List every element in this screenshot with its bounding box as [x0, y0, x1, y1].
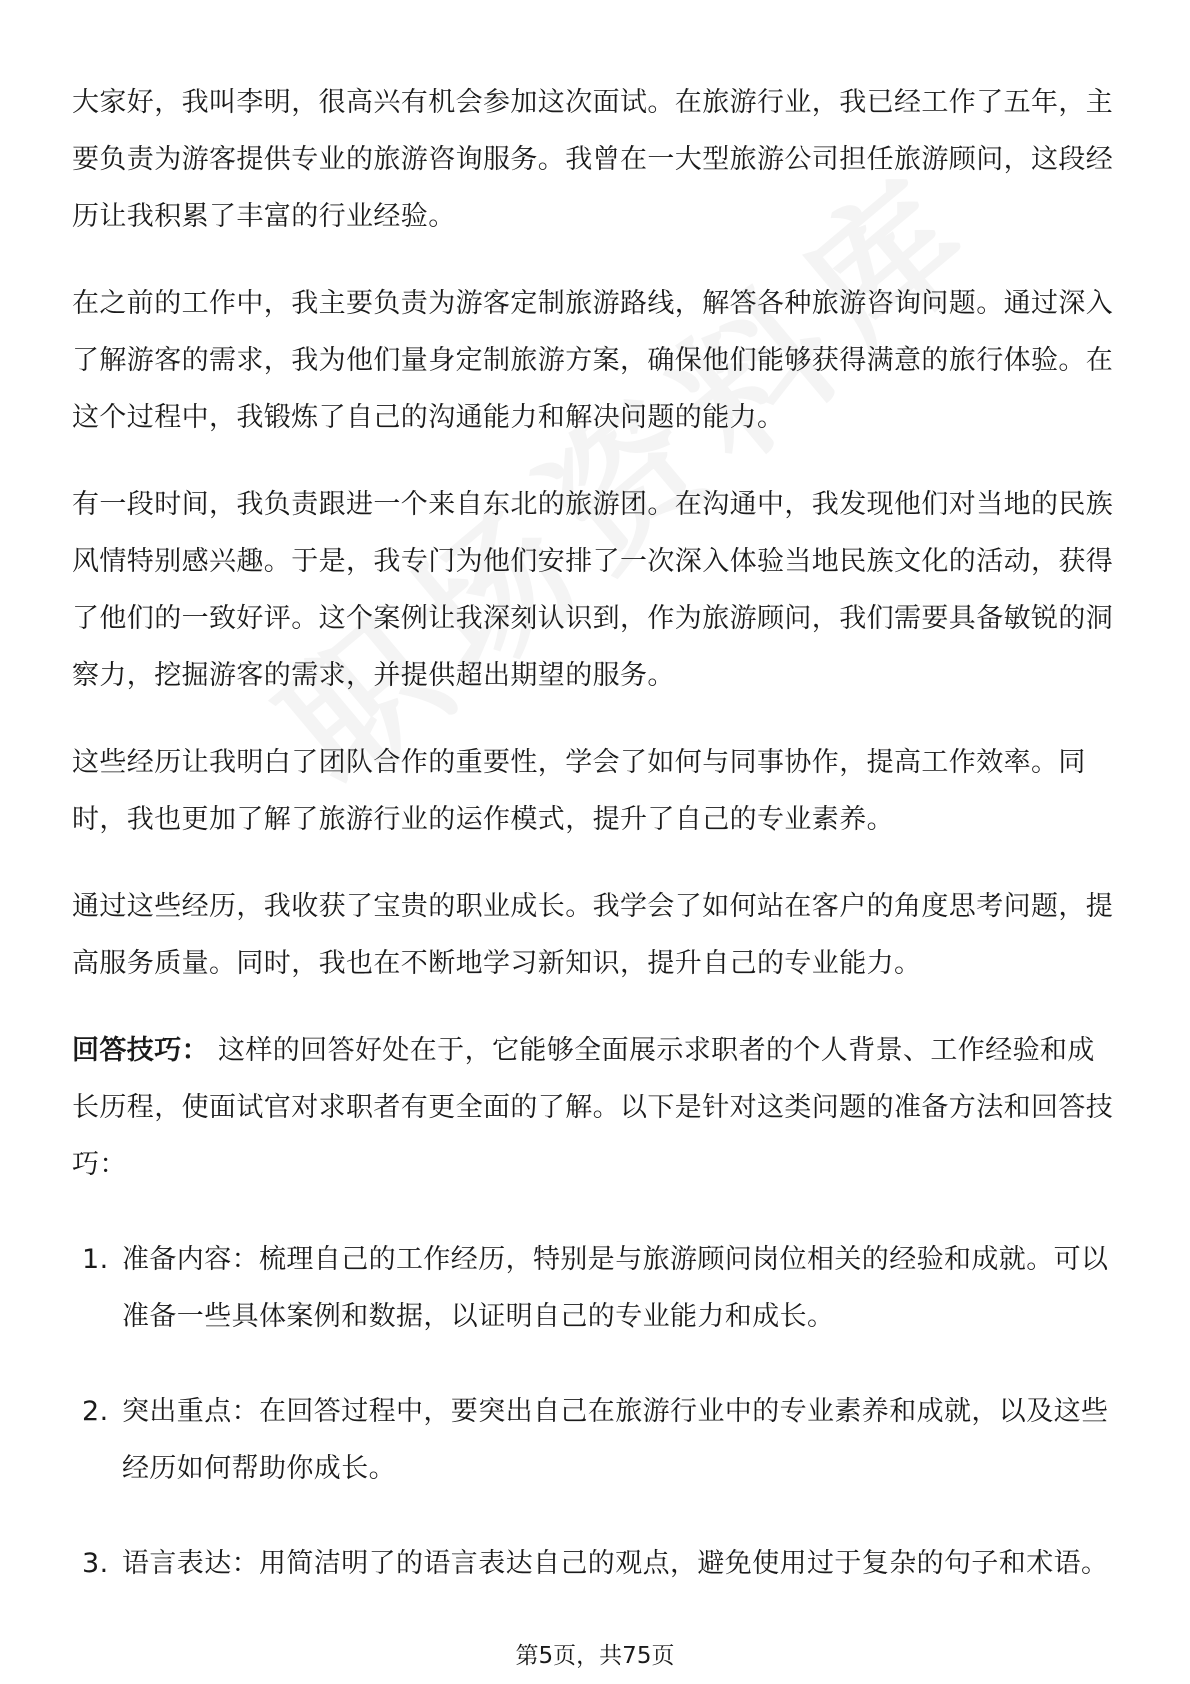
- paragraph-intro: 大家好，我叫李明，很高兴有机会参加这次面试。在旅游行业，我已经工作了五年，主要负责为游客提供专业的旅游咨询服务。我曾在一大型旅游公司担任旅游顾问，这段经历让我积累了丰富的行业经验。: [72, 87, 1114, 232]
- list-item-text: 突出重点：在回答过程中，要突出自己在旅游行业中的专业素养和成就，以及这些经历如何帮助你成长。: [122, 1396, 1109, 1484]
- list-item-text: 语言表达：用简洁明了的语言表达自己的观点，避免使用过于复杂的句子和术语。: [122, 1548, 1109, 1579]
- paragraph-previous-work: 在之前的工作中，我主要负责为游客定制旅游路线，解答各种旅游咨询问题。通过深入了解游客的需求，我为他们量身定制旅游方案，确保他们能够获得满意的旅行体验。在这个过程中，我锻炼了自己的沟通能力和解决问题的能力。: [72, 288, 1114, 433]
- document-body: [72, 74, 1122, 1630]
- paragraph-growth: 通过这些经历，我收获了宝贵的职业成长。我学会了如何站在客户的角度思考问题，提高服务质量。同时，我也在不断地学习新知识，提升自己的专业能力。: [72, 891, 1114, 979]
- list-item: [72, 1535, 1122, 1592]
- tips-label: 回答技巧：: [72, 1035, 209, 1066]
- paragraph-teamwork: 这些经历让我明白了团队合作的重要性，学会了如何与同事协作，提高工作效率。同时，我也更加了解了旅游行业的运作模式，提升了自己的专业素养。: [72, 747, 1086, 835]
- list-number: 1.: [82, 1244, 109, 1275]
- list-item: [72, 1383, 1122, 1497]
- tips-paragraph: [72, 1022, 1122, 1193]
- tips-list: [72, 1231, 1122, 1592]
- list-number: 3.: [82, 1548, 109, 1579]
- list-item-text: 准备内容：梳理自己的工作经历，特别是与旅游顾问岗位相关的经验和成就。可以准备一些具体案例和数据，以证明自己的专业能力和成长。: [122, 1244, 1109, 1332]
- paragraph-case-study: 有一段时间，我负责跟进一个来自东北的旅游团。在沟通中，我发现他们对当地的民族风情特别感兴趣。于是，我专门为他们安排了一次深入体验当地民族文化的活动，获得了他们的一致好评。这个案例让我深刻认识到，作为旅游顾问，我们需要具备敏锐的洞察力，挖掘游客的需求，并提供超出期望的服务。: [72, 489, 1114, 691]
- list-item: [72, 1231, 1122, 1345]
- list-number: 2.: [82, 1396, 109, 1427]
- tips-text: 这样的回答好处在于，它能够全面展示求职者的个人背景、工作经验和成长历程，使面试官对求职者有更全面的了解。以下是针对这类问题的准备方法和回答技巧：: [72, 1035, 1114, 1180]
- page-number-footer: 第5页，共75页: [515, 1643, 675, 1669]
